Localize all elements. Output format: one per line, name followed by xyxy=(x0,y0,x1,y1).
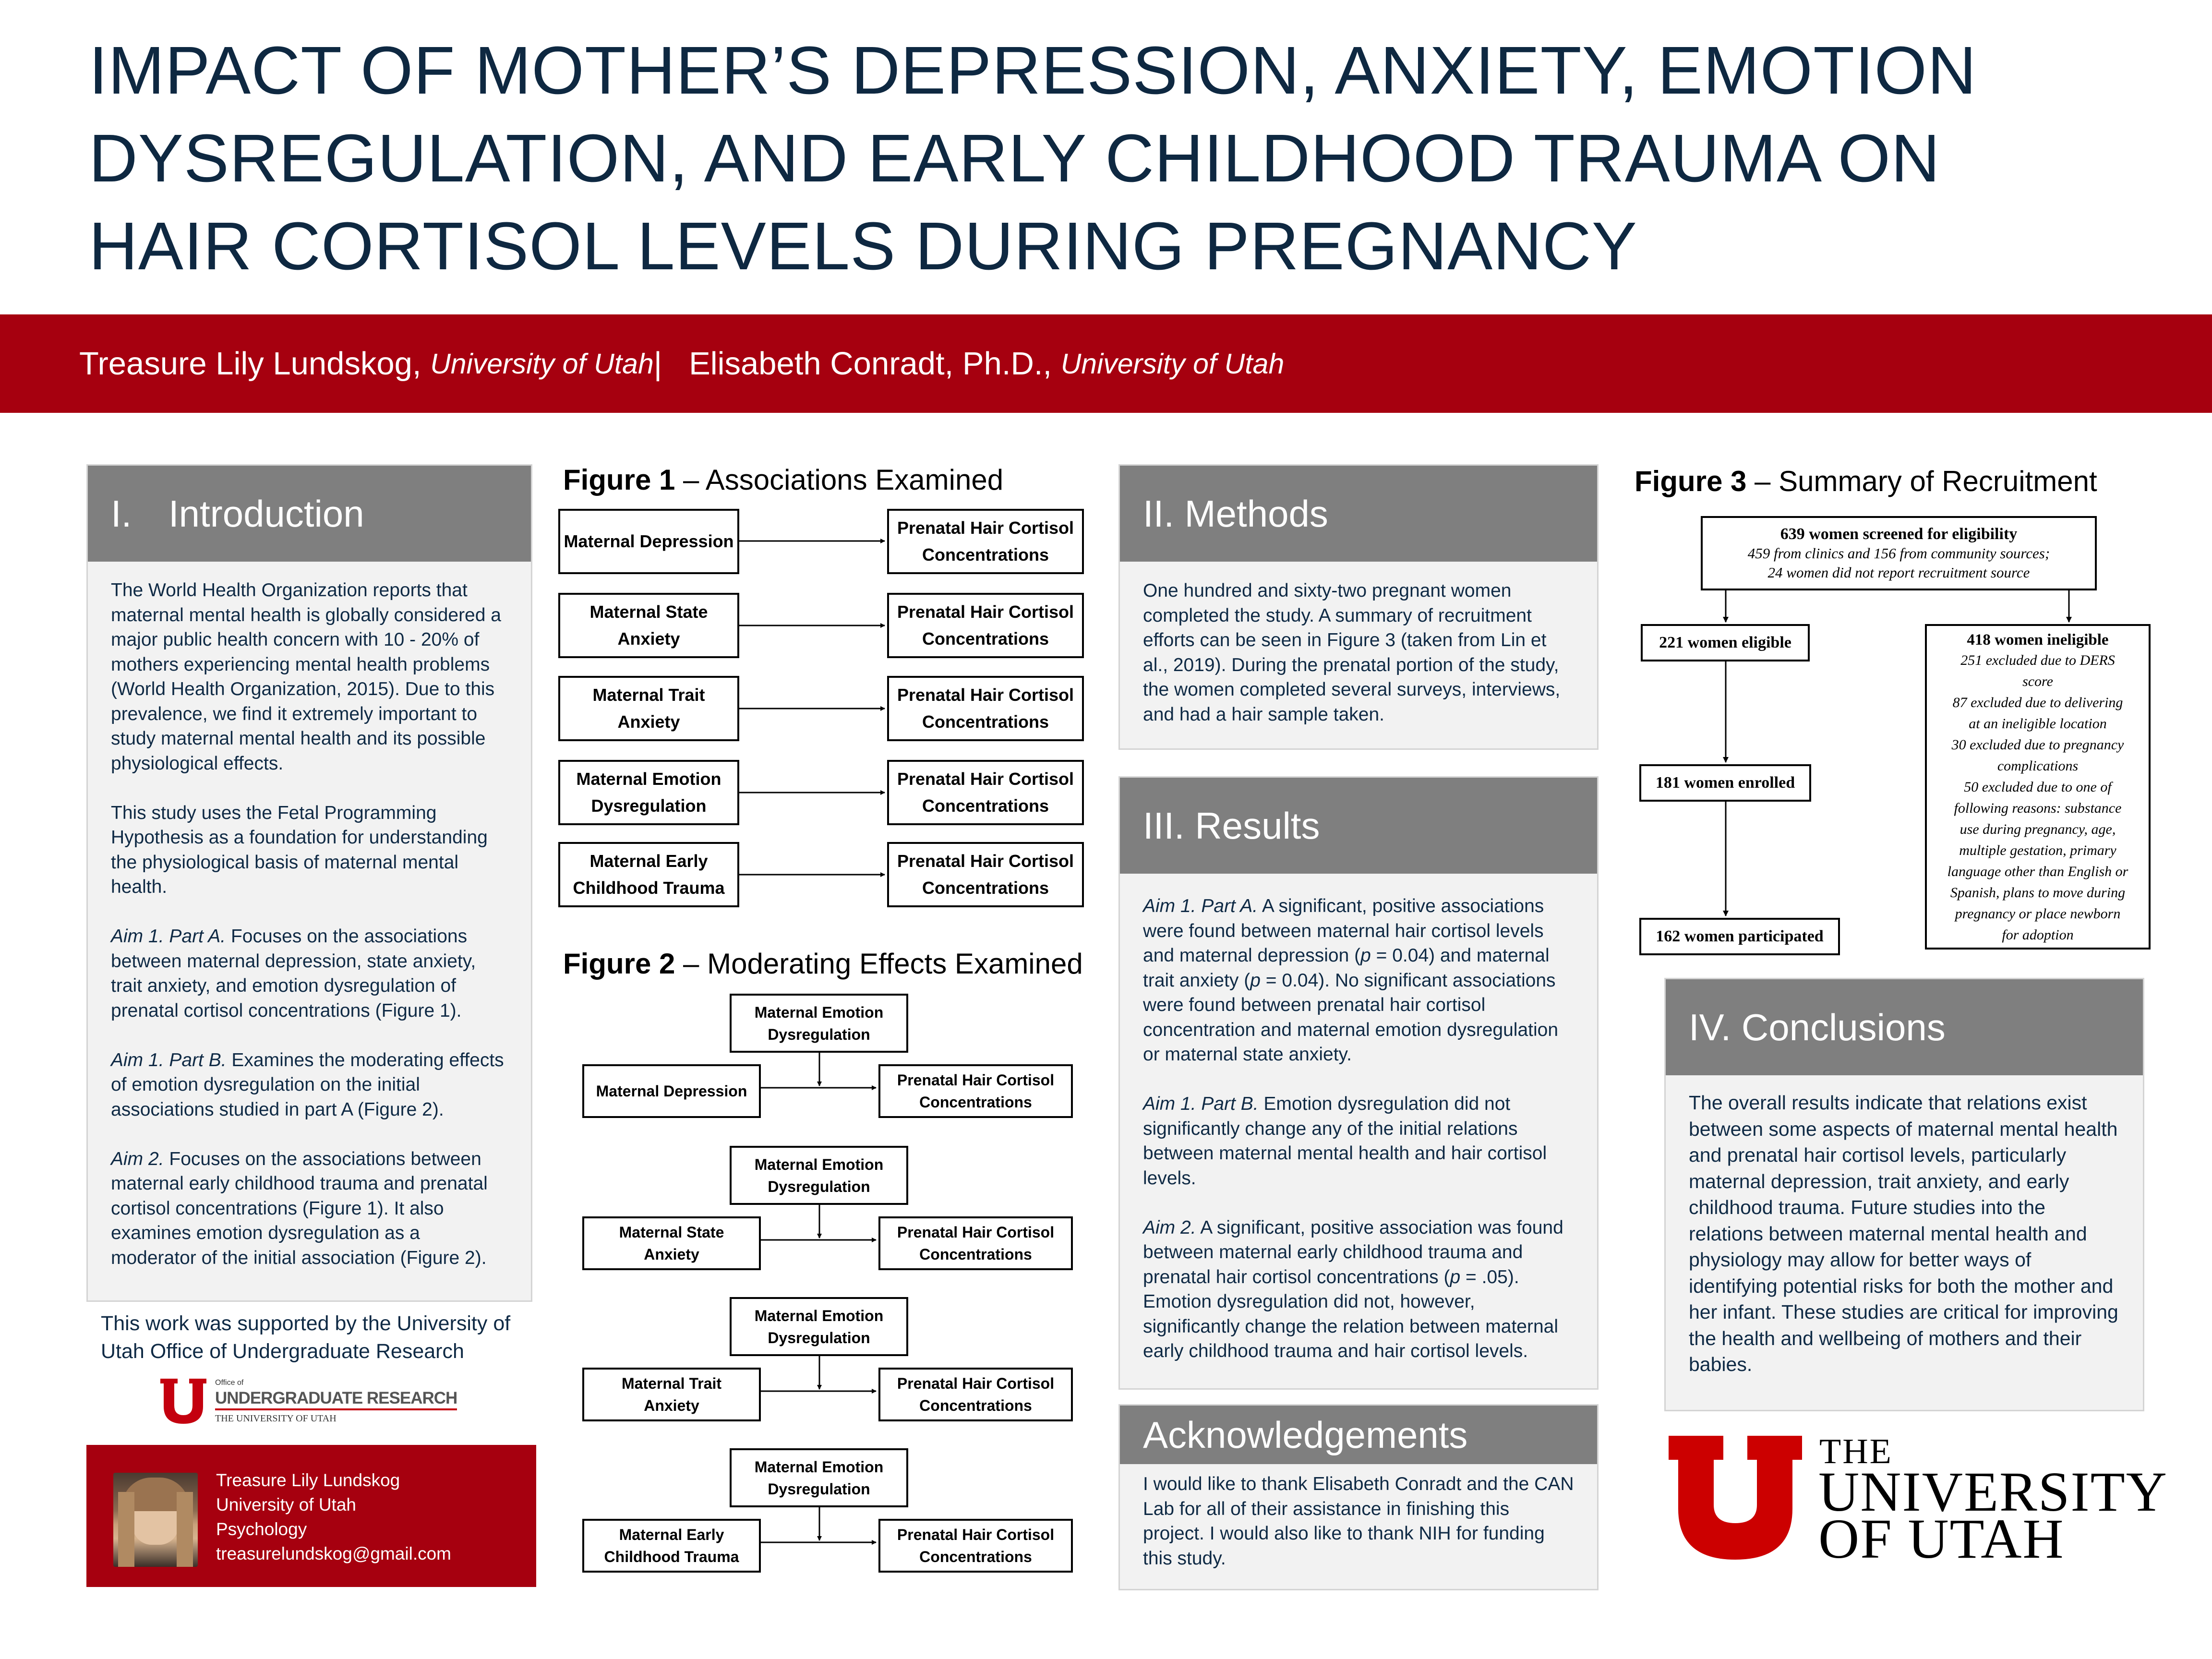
block-u-icon xyxy=(1666,1433,1805,1563)
figure-1-predictor-box: Maternal Depression xyxy=(558,509,739,574)
aim-label: Aim 1. Part B. xyxy=(111,1049,227,1070)
methods-paragraph: One hundred and sixty-two pregnant women completed the study. A summary of recruitment efforts can be seen in Figure 3 (taken from Lin et al., 2019). During the prenatal portion of the study, the women completed several surveys, interviews, and had a hair sample taken. xyxy=(1143,580,1561,725)
acknowledgements-header xyxy=(1120,1406,1597,1464)
methods-header xyxy=(1120,466,1597,562)
author-2-name: Elisabeth Conradt, Ph.D., xyxy=(689,346,1052,382)
author-1-name: Treasure Lily Lundskog, xyxy=(79,346,421,382)
introduction-body xyxy=(88,562,531,1270)
ineligible-box xyxy=(1925,624,2151,950)
figure-2-predictor-box: Maternal Trait Anxiety xyxy=(582,1368,761,1421)
figure-1-outcome-box: Prenatal Hair Cortisol Concentrations xyxy=(887,593,1084,658)
figure-2-outcome-box: Prenatal Hair Cortisol Concentrations xyxy=(878,1519,1073,1573)
introduction-heading: Introduction xyxy=(168,492,364,535)
figure-1-predictor-box: Maternal Trait Anxiety xyxy=(558,676,739,741)
screened-detail: 24 women did not report recruitment source xyxy=(1767,564,2030,581)
results-heading: III. Results xyxy=(1143,804,1320,847)
figure-3-label: Figure 3 xyxy=(1635,465,1747,497)
figure-2-outcome-box: Prenatal Hair Cortisol Concentrations xyxy=(878,1368,1073,1421)
figure-1-predictor-box: Maternal Emotion Dysregulation xyxy=(558,760,739,825)
figure-1-predictor-box: Maternal Early Childhood Trauma xyxy=(558,842,739,907)
figure-2-outcome-box: Prenatal Hair Cortisol Concentrations xyxy=(878,1064,1073,1118)
enrolled-box: 181 women enrolled xyxy=(1639,764,1811,802)
screened-box xyxy=(1701,516,2097,590)
conclusions-heading: IV. Conclusions xyxy=(1689,1006,1946,1048)
logo-office-of: Office of xyxy=(215,1379,244,1387)
author-separator: | xyxy=(653,346,662,382)
author-banner xyxy=(0,314,2212,413)
logo-the: THE xyxy=(1819,1432,1893,1471)
aim-label: Aim 1. Part B. xyxy=(1143,1094,1259,1114)
ineligible-details: 251 excluded due to DERS score 87 excluded due to delivering at an ineligible location 30 excluded due to pregnancy complications 50 excluded due to one of following reasons: substance use during pregnancy, age, multiple gestation, primary language other than English or Spanish, plans to move during pregnancy or place newborn for adoption xyxy=(1947,652,2128,943)
conclusions-paragraph: The overall results indicate that relations exist between some aspects of maternal mental health and prenatal hair cortisol levels, particularly maternal depression, trait anxiety, and early childhood trauma. Future studies into the relations between maternal mental health and physiology may allow for better ways of identifying potential risks for both the mother and her infant. These studies are critical for improving the health and wellbeing of mothers and their babies. xyxy=(1689,1092,2118,1375)
figure-1-outcome-box: Prenatal Hair Cortisol Concentrations xyxy=(887,842,1084,907)
methods-panel xyxy=(1118,464,1599,750)
aim-label: Aim 2. xyxy=(1143,1217,1196,1238)
introduction-paragraph: Aim 1. Part B. Examines the moderating effects of emotion dysregulation on the initial associations studied in part A (Figure 2). xyxy=(111,1049,504,1120)
figure-1-outcome-box: Prenatal Hair Cortisol Concentrations xyxy=(887,760,1084,825)
aim-label: Aim 1. Part A. xyxy=(1143,896,1258,916)
participated-box: 162 women participated xyxy=(1639,918,1840,955)
author-photo xyxy=(113,1473,198,1567)
ineligible-title: 418 women ineligible xyxy=(1967,631,2109,649)
figure-2-moderator-box: Maternal Emotion Dysregulation xyxy=(730,994,908,1053)
undergraduate-research-logo xyxy=(158,1377,457,1430)
acknowledgements-panel xyxy=(1118,1404,1599,1590)
screened-detail: 459 from clinics and 156 from community sources; xyxy=(1747,544,2050,562)
methods-body xyxy=(1120,562,1597,727)
logo-university-subtitle: THE UNIVERSITY OF UTAH xyxy=(215,1413,337,1424)
results-paragraph: Aim 1. Part A. A significant, positive associations were found between maternal hair cortisol levels and maternal depression (p = 0.04) and maternal trait anxiety (p = 0.04). No significant associations were found between prenatal hair cortisol concentration and maternal emotion dysregulation or maternal state anxiety. xyxy=(1143,896,1559,1065)
logo-of-utah: OF UTAH xyxy=(1818,1507,2065,1570)
introduction-heading-number: I. xyxy=(111,492,132,535)
results-paragraph: Aim 1. Part B. Emotion dysregulation did not significantly change any of the initial relations between maternal mental health and hair cortisol levels. xyxy=(1143,1094,1547,1189)
acknowledgements-heading: Acknowledgements xyxy=(1143,1413,1468,1456)
support-statement: This work was supported by the University of Utah Office of Undergraduate Research xyxy=(101,1312,511,1363)
results-body xyxy=(1120,874,1597,1364)
contact-university: University of Utah xyxy=(216,1495,356,1515)
contact-department: Psychology xyxy=(216,1519,307,1539)
u-logo-icon xyxy=(158,1377,211,1427)
figure-2-title: Figure 2 – Moderating Effects Examined xyxy=(563,948,1083,980)
figure-2-moderator-box: Maternal Emotion Dysregulation xyxy=(730,1448,908,1507)
conclusions-body xyxy=(1666,1075,2143,1378)
aim-label: Aim 2. xyxy=(111,1148,164,1169)
conclusions-panel xyxy=(1664,978,2144,1411)
figure-3-title: Figure 3 – Summary of Recruitment xyxy=(1635,465,2097,497)
results-header xyxy=(1120,778,1597,874)
introduction-paragraph: This study uses the Fetal Programming Hypothesis as a foundation for understanding the physiological basis of maternal mental health. xyxy=(111,802,488,897)
logo-university: UNIVERSITY xyxy=(1818,1460,2168,1523)
results-paragraph: Aim 2. A significant, positive association was found between maternal early childhood trauma and prenatal hair cortisol concentrations (p = .05). Emotion dysregulation did not, however, significantly change the relation between maternal early childhood trauma and hair cortisol levels. xyxy=(1143,1217,1563,1361)
figure-1-diagram xyxy=(557,506,1085,910)
acknowledgements-body xyxy=(1120,1464,1597,1571)
logo-undergraduate-research: UNDERGRADUATE RESEARCH xyxy=(215,1388,457,1410)
contact-info xyxy=(216,1468,523,1566)
figure-1-label: Figure 1 xyxy=(563,464,675,496)
aim-label: Aim 1. Part A. xyxy=(111,926,226,947)
figure-1-title: Figure 1 – Associations Examined xyxy=(563,464,1004,496)
introduction-paragraph: Aim 2. Focuses on the associations between maternal early childhood trauma and prenatal cortisol concentrations (Figure 1). It also examines emotion dysregulation as a moderator of the initial association (Figure 2). xyxy=(111,1148,488,1268)
contact-card xyxy=(86,1445,536,1587)
introduction-header xyxy=(88,466,531,562)
figure-1-predictor-box: Maternal State Anxiety xyxy=(558,593,739,658)
figure-1-outcome-box: Prenatal Hair Cortisol Concentrations xyxy=(887,509,1084,574)
methods-heading: II. Methods xyxy=(1143,492,1328,535)
figure-3-flowchart xyxy=(1632,514,2151,955)
conclusions-header xyxy=(1666,979,2143,1075)
author-2-affiliation: University of Utah xyxy=(1060,348,1285,380)
acknowledgements-paragraph: I would like to thank Elisabeth Conradt and the CAN Lab for all of their assistance in finishing this project. I would also like to thank NIH for funding this study. xyxy=(1143,1474,1574,1569)
figure-2-moderator-box: Maternal Emotion Dysregulation xyxy=(730,1297,908,1356)
eligible-box: 221 women eligible xyxy=(1641,624,1810,661)
figure-2-moderator-box: Maternal Emotion Dysregulation xyxy=(730,1146,908,1205)
figure-2-label: Figure 2 xyxy=(563,948,675,980)
contact-name: Treasure Lily Lundskog xyxy=(216,1470,400,1490)
introduction-panel xyxy=(86,464,532,1302)
figure-2-predictor-box: Maternal State Anxiety xyxy=(582,1216,761,1270)
figure-2-predictor-box: Maternal Depression xyxy=(582,1064,761,1118)
results-panel xyxy=(1118,776,1599,1390)
poster-title: IMPACT OF MOTHER’S DEPRESSION, ANXIETY, EMOTION DYSREGULATION, AND EARLY CHILDHOOD TRAUMA ON HAIR CORTISOL LEVELS DURING PREGNANCY xyxy=(89,32,1977,284)
author-1-affiliation: University of Utah xyxy=(430,348,654,380)
figure-2-outcome-box: Prenatal Hair Cortisol Concentrations xyxy=(878,1216,1073,1270)
figure-1-outcome-box: Prenatal Hair Cortisol Concentrations xyxy=(887,676,1084,741)
contact-email[interactable]: treasurelundskog@gmail.com xyxy=(216,1544,451,1563)
university-of-utah-logo xyxy=(1666,1432,2168,1570)
figure-2-diagram xyxy=(581,991,1075,1579)
figure-2-predictor-box: Maternal Early Childhood Trauma xyxy=(582,1519,761,1573)
screened-title: 639 women screened for eligibility xyxy=(1780,525,2018,543)
introduction-paragraph: The World Health Organization reports that maternal mental health is globally considered a major public health concern with 10 - 20% of mothers experiencing mental health problems (World Health Organization, 2015). Due to this prevalence, we find it extremely important to study maternal mental health and its possible physiological effects. xyxy=(111,580,501,774)
introduction-paragraph: Aim 1. Part A. Focuses on the associations between maternal depression, state anxiety, trait anxiety, and emotion dysregulation of prenatal cortisol concentrations (Figure 1). xyxy=(111,926,476,1021)
